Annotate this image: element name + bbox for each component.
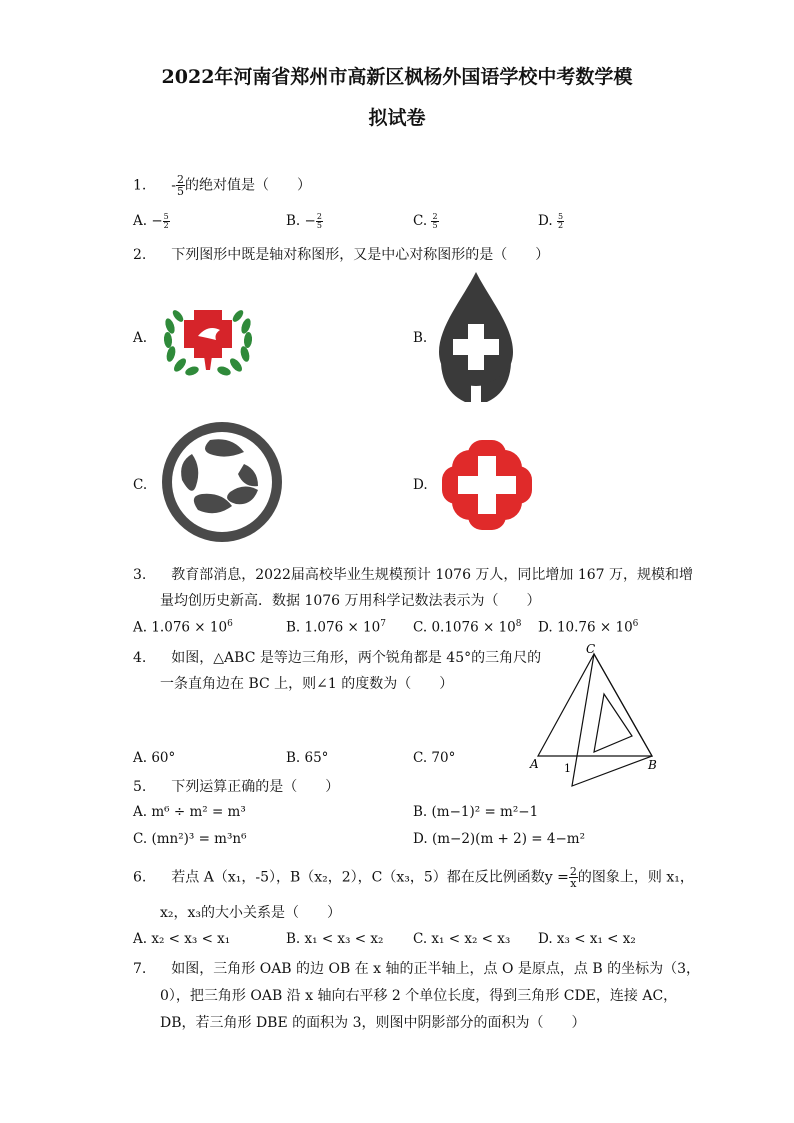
question-number: 5.: [133, 779, 147, 795]
q5-option-c[interactable]: C. (mn²)³ = m³n⁶: [133, 831, 247, 847]
question-3-line2: 量均创历史新高．数据 1076 万用科学记数法表示为（ ）: [160, 593, 541, 609]
question-number: 3.: [133, 567, 147, 583]
three-leaf-circle-icon: [158, 418, 286, 546]
blood-drop-cross-icon: [433, 268, 519, 406]
triangle-figure: [524, 640, 664, 790]
q6-option-a[interactable]: A. x₂ < x₃ < x₁: [133, 931, 231, 947]
q5-option-b[interactable]: B. (m−1)² = m²−1: [413, 804, 539, 820]
question-3-line1: 3. 教育部消息，2022届高校毕业生规模预计 1076 万人，同比增加 167 万，规模和增: [133, 567, 694, 583]
q2-option-b[interactable]: B.: [413, 330, 428, 346]
red-cross-wreath-icon: [160, 296, 256, 378]
q4-option-b[interactable]: B. 65°: [286, 750, 329, 766]
q3-option-b[interactable]: B. $1.076 \times 10^7$: [286, 619, 386, 636]
q3-option-a[interactable]: A. $1.076 \times 10^6$: [133, 619, 233, 636]
question-text: 下列图形中既是轴对称图形，又是中心对称图形的是（ ）: [171, 247, 550, 263]
q2-option-c[interactable]: C.: [133, 477, 148, 493]
question-7-line1: 7. 如图，三角形 OAB 的边 OB 在 x 轴的正半轴上，点 O 是原点，点 B 的坐标为（3，: [133, 961, 700, 977]
question-1: [133, 174, 311, 197]
question-6-line1: 6. 若点 A（x₁，-5），B（x₂，2），C（x₃，5）都在反比例函数y = $\frac{2}{x}$ 的图象上，则 x₁，: [133, 865, 694, 890]
page-title-line1: 2022年河南省郑州市高新区枫杨外国语学校中考数学模: [161, 66, 633, 88]
question-number: 2.: [133, 247, 147, 263]
question-number: 7.: [133, 961, 147, 977]
question-4-line2: 一条直角边在 BC 上，则∠1 的度数为（ ）: [160, 676, 454, 692]
q3-option-d[interactable]: D. $10.76 \times 10^6$: [538, 619, 639, 636]
question-text: 的绝对值是（ ）: [185, 177, 311, 194]
question-number: 6.: [133, 869, 147, 886]
q6-option-b[interactable]: B. x₁ < x₃ < x₂: [286, 931, 384, 947]
q1-option-a[interactable]: A. − $\frac{5}{2}$: [133, 212, 169, 230]
q5-option-a[interactable]: A. m⁶ ÷ m² = m³: [133, 804, 246, 820]
question-2: [133, 244, 549, 264]
q1-option-d[interactable]: D. $\frac{5}{2}$: [538, 212, 564, 230]
q2-option-a[interactable]: A.: [133, 330, 148, 346]
question-number: 4.: [133, 650, 147, 666]
question-4-line1: 4. 如图，△ABC 是等边三角形，两个锐角都是 45°的三角尺的: [133, 650, 542, 666]
label-a: A: [530, 757, 539, 771]
label-1: 1: [564, 762, 571, 775]
medical-cross-icon: [440, 438, 534, 532]
q1-option-b[interactable]: B. − $\frac{2}{5}$: [286, 212, 322, 230]
q2-option-d[interactable]: D.: [413, 477, 428, 493]
question-number: 1.: [133, 177, 147, 194]
page-title-line2: 拟试卷: [368, 107, 426, 129]
question-6-line2: x₂，x₃的大小关系是（ ）: [160, 905, 342, 921]
question-7-line2: 0），把三角形 OAB 沿 x 轴向右平移 2 个单位长度，得到三角形 CDE，连接 AC，: [160, 988, 678, 1004]
q1-option-c[interactable]: C. $\frac{2}{5}$: [413, 212, 438, 230]
q6-option-d[interactable]: D. x₃ < x₁ < x₂: [538, 931, 636, 947]
fraction: $\frac{2}{5}$: [177, 173, 184, 198]
q6-option-c[interactable]: C. x₁ < x₂ < x₃: [413, 931, 511, 947]
label-b: B: [648, 758, 657, 772]
q4-option-c[interactable]: C. 70°: [413, 750, 456, 766]
q3-option-c[interactable]: C. $0.1076 \times 10^8$: [413, 619, 522, 636]
q5-option-d[interactable]: D. (m−2)(m + 2) = 4−m²: [413, 831, 585, 847]
fraction: $\frac{2}{x}$: [569, 865, 577, 890]
sign: -: [171, 177, 176, 194]
q4-option-a[interactable]: A. 60°: [133, 750, 176, 766]
label-c: C: [586, 642, 596, 656]
question-7-line3: DB，若三角形 DBE 的面积为 3，则图中阴影部分的面积为（ ）: [160, 1015, 586, 1031]
question-5: 5. 下列运算正确的是（ ）: [133, 779, 340, 795]
